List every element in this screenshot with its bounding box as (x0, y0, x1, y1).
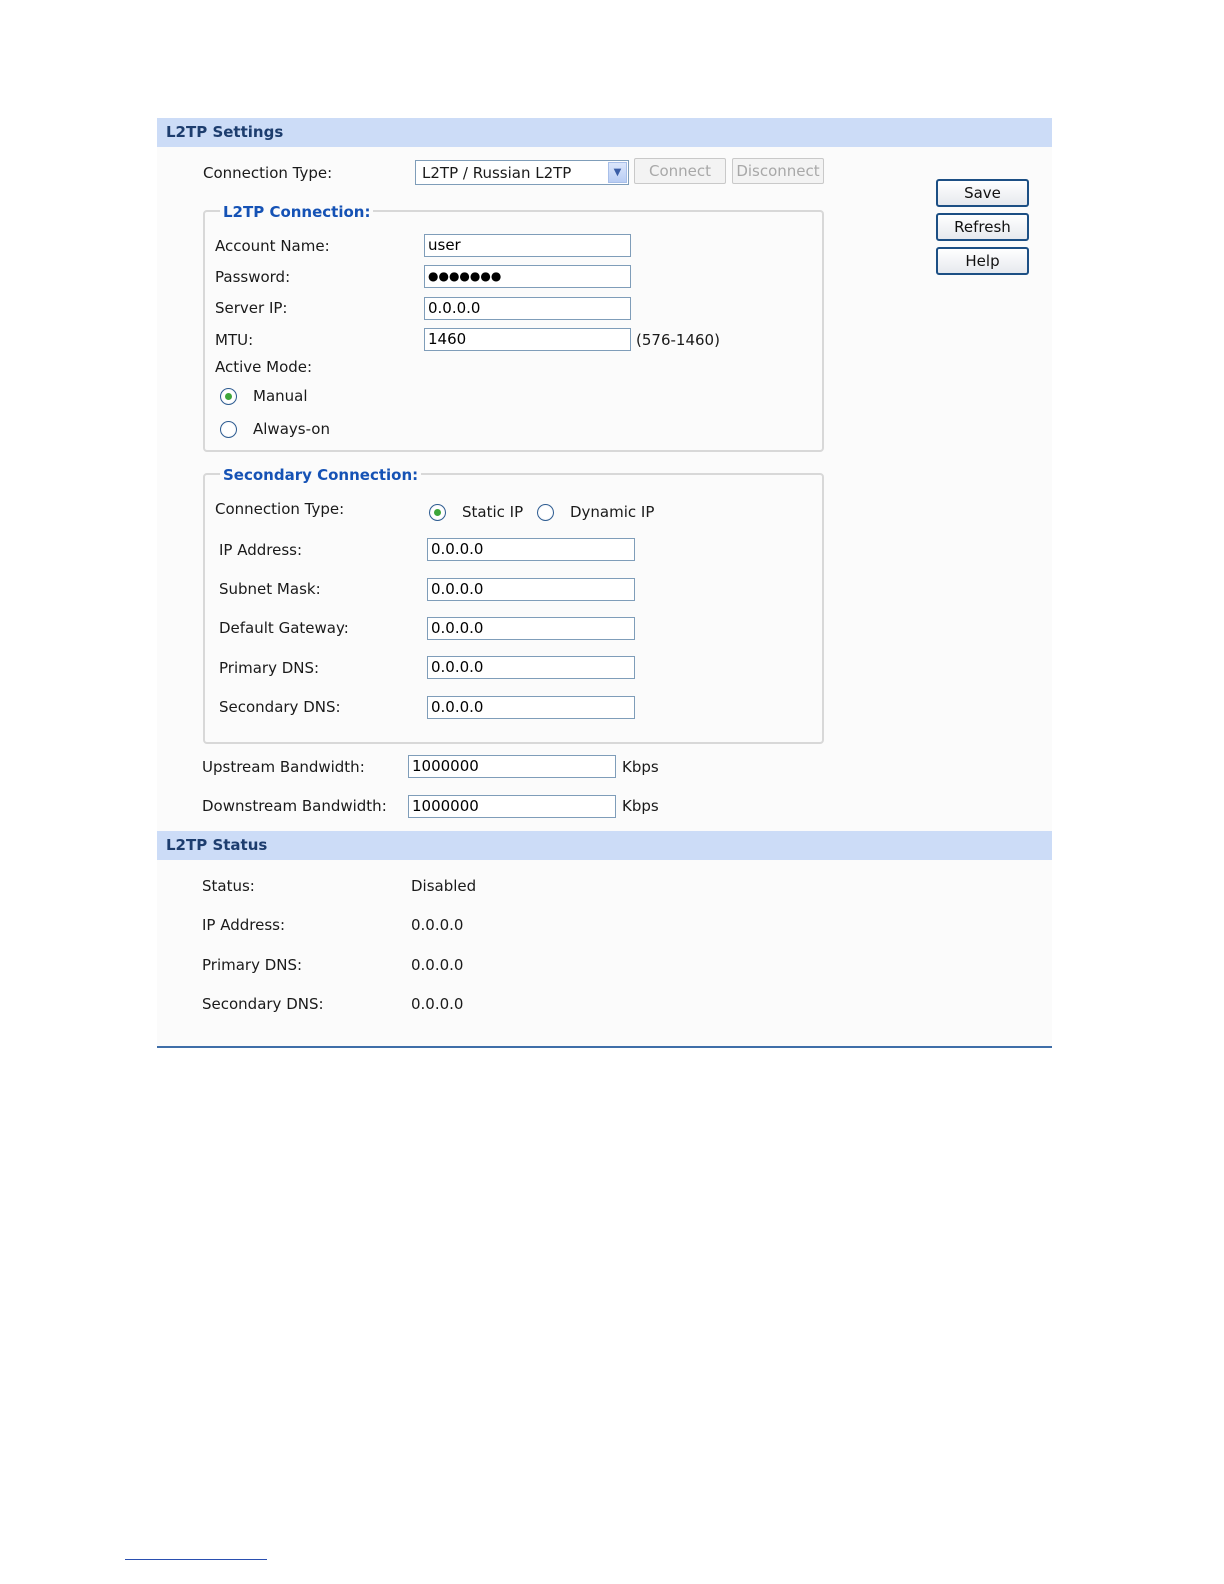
connection-type-value: L2TP / Russian L2TP (422, 164, 572, 182)
subnet-mask-input[interactable]: 0.0.0.0 (427, 578, 635, 601)
status-primary-dns-label: Primary DNS: (202, 956, 303, 974)
connect-button[interactable]: Connect (634, 158, 726, 184)
secondary-ip-label: IP Address: (219, 541, 303, 559)
secondary-connection-legend: Secondary Connection: (220, 465, 421, 485)
primary-dns-label: Primary DNS: (219, 659, 320, 677)
mtu-label: MTU: (215, 331, 254, 349)
status-secondary-dns-value: 0.0.0.0 (411, 995, 464, 1013)
static-ip-radio[interactable] (429, 504, 446, 521)
status-value: Disabled (411, 877, 477, 895)
always-on-radio-label: Always-on (253, 420, 330, 438)
server-ip-input[interactable]: 0.0.0.0 (424, 297, 631, 320)
downstream-bandwidth-input[interactable]: 1000000 (408, 795, 616, 818)
server-ip-label: Server IP: (215, 299, 288, 317)
status-primary-dns-value: 0.0.0.0 (411, 956, 464, 974)
upstream-bandwidth-label: Upstream Bandwidth: (202, 758, 365, 776)
secondary-dns-input[interactable]: 0.0.0.0 (427, 696, 635, 719)
manual-radio[interactable] (220, 388, 237, 405)
mtu-range-hint: (576-1460) (636, 331, 720, 349)
subnet-mask-label: Subnet Mask: (219, 580, 321, 598)
account-name-input[interactable]: user (424, 234, 631, 257)
secondary-ip-input[interactable]: 0.0.0.0 (427, 538, 635, 561)
default-gateway-input[interactable]: 0.0.0.0 (427, 617, 635, 640)
connection-type-label: Connection Type: (203, 164, 333, 182)
default-gateway-label: Default Gateway: (219, 619, 349, 637)
always-on-radio[interactable] (220, 421, 237, 438)
account-name-label: Account Name: (215, 237, 330, 255)
active-mode-label: Active Mode: (215, 358, 313, 376)
status-ip-label: IP Address: (202, 916, 286, 934)
disconnect-button[interactable]: Disconnect (732, 158, 824, 184)
l2tp-panel (157, 118, 1052, 1048)
mtu-input[interactable]: 1460 (424, 328, 631, 351)
primary-dns-input[interactable]: 0.0.0.0 (427, 656, 635, 679)
secondary-connection-type-label: Connection Type: (215, 500, 345, 518)
help-button[interactable]: Help (936, 247, 1029, 275)
downstream-bandwidth-label: Downstream Bandwidth: (202, 797, 387, 815)
static-ip-radio-label: Static IP (462, 503, 524, 521)
l2tp-connection-legend: L2TP Connection: (220, 202, 373, 222)
status-secondary-dns-label: Secondary DNS: (202, 995, 324, 1013)
status-header: L2TP Status (157, 831, 1052, 860)
settings-header: L2TP Settings (157, 118, 1052, 147)
downstream-unit: Kbps (622, 797, 659, 815)
refresh-button[interactable]: Refresh (936, 213, 1029, 241)
status-ip-value: 0.0.0.0 (411, 916, 464, 934)
dynamic-ip-radio[interactable] (537, 504, 554, 521)
chevron-down-icon[interactable]: ▼ (608, 162, 627, 183)
upstream-unit: Kbps (622, 758, 659, 776)
password-label: Password: (215, 268, 291, 286)
status-label: Status: (202, 877, 255, 895)
manual-radio-label: Manual (253, 387, 308, 405)
secondary-dns-label: Secondary DNS: (219, 698, 341, 716)
footer-rule (125, 1559, 267, 1560)
connection-type-select[interactable] (415, 160, 629, 185)
password-input[interactable]: ●●●●●●● (424, 265, 631, 288)
save-button[interactable]: Save (936, 179, 1029, 207)
dynamic-ip-radio-label: Dynamic IP (570, 503, 655, 521)
upstream-bandwidth-input[interactable]: 1000000 (408, 755, 616, 778)
